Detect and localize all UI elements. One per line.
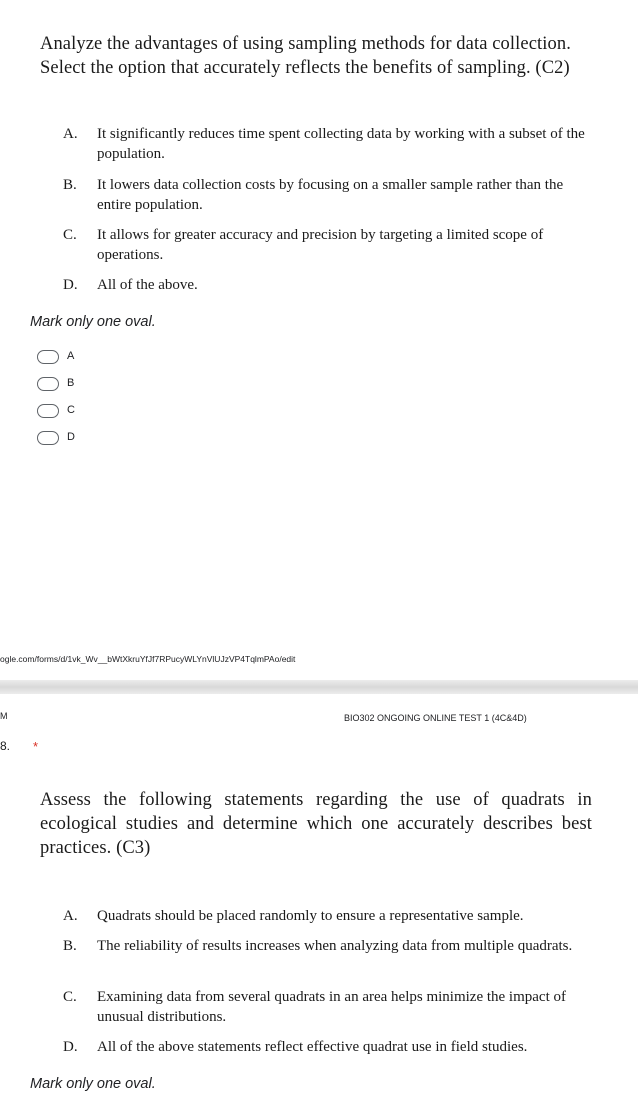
question-8-line-2: ecological studies and determine which one accurately describes best xyxy=(40,814,592,834)
radio-label: B xyxy=(67,377,75,389)
option-letter: C. xyxy=(63,227,77,243)
option-text: Examining data from several quadrats in an area helps minimize the impact of unusual distributions. xyxy=(97,989,566,1025)
mark-only-one-oval: Mark only one oval. xyxy=(30,314,156,330)
radio-label: D xyxy=(67,431,75,443)
option-letter: A. xyxy=(63,908,78,924)
page-header-time: M xyxy=(0,711,8,721)
option-letter: B. xyxy=(63,938,77,954)
option-text: It lowers data collection costs by focusing on a smaller sample rather than the entire population. xyxy=(97,177,564,213)
option-text: Quadrats should be placed randomly to ensure a representative sample. xyxy=(97,908,524,924)
question-7-line-2: Select the option that accurately reflects the benefits of sampling. (C2) xyxy=(40,58,570,78)
option-text: All of the above statements reflect effective quadrat use in field studies. xyxy=(97,1039,528,1055)
page-break-divider xyxy=(0,680,638,694)
option-b xyxy=(63,936,593,978)
option-text: All of the above. xyxy=(97,277,198,293)
question-7-text xyxy=(40,32,600,80)
option-c xyxy=(63,225,593,267)
option-letter: A. xyxy=(63,126,78,142)
radio-oval[interactable] xyxy=(37,404,59,418)
question-number xyxy=(0,739,10,753)
option-a xyxy=(63,124,593,166)
option-letter: D. xyxy=(63,277,78,293)
radio-label: A xyxy=(67,350,75,362)
question-7-line-1: Analyze the advantages of using sampling methods for data collection. xyxy=(40,34,571,54)
option-c xyxy=(63,987,593,1029)
page-header-title: BIO302 ONGOING ONLINE TEST 1 (4C&4D) xyxy=(344,713,527,723)
option-d xyxy=(63,1037,593,1059)
option-letter: C. xyxy=(63,989,77,1005)
radio-oval[interactable] xyxy=(37,377,59,391)
radio-oval[interactable] xyxy=(37,431,59,445)
option-b xyxy=(63,175,593,217)
option-a xyxy=(63,906,593,928)
mark-only-one-oval: Mark only one oval. xyxy=(30,1076,156,1092)
option-text: It allows for greater accuracy and precision by targeting a limited scope of operations. xyxy=(97,227,544,263)
required-marker: * xyxy=(33,739,39,754)
option-letter: B. xyxy=(63,177,77,193)
question-8-line-3: practices. (C3) xyxy=(40,838,151,858)
option-letter: D. xyxy=(63,1039,78,1055)
radio-oval[interactable] xyxy=(37,350,59,364)
option-text: It significantly reduces time spent collecting data by working with a subset of the population. xyxy=(97,126,585,162)
radio-label: C xyxy=(67,404,75,416)
option-d xyxy=(63,275,593,297)
question-number-label: 8. xyxy=(0,739,11,753)
page-footer-url: ogle.com/forms/d/1vk_Wv__bWtXkruYfJf7RPucyWLYnVlUJzVP4TqlmPAo/edit xyxy=(0,654,296,664)
question-8-text xyxy=(40,788,592,860)
question-8-line-1: Assess the following statements regarding the use of quadrats in xyxy=(40,790,592,810)
option-text: The reliability of results increases when analyzing data from multiple quadrats. xyxy=(97,938,573,954)
